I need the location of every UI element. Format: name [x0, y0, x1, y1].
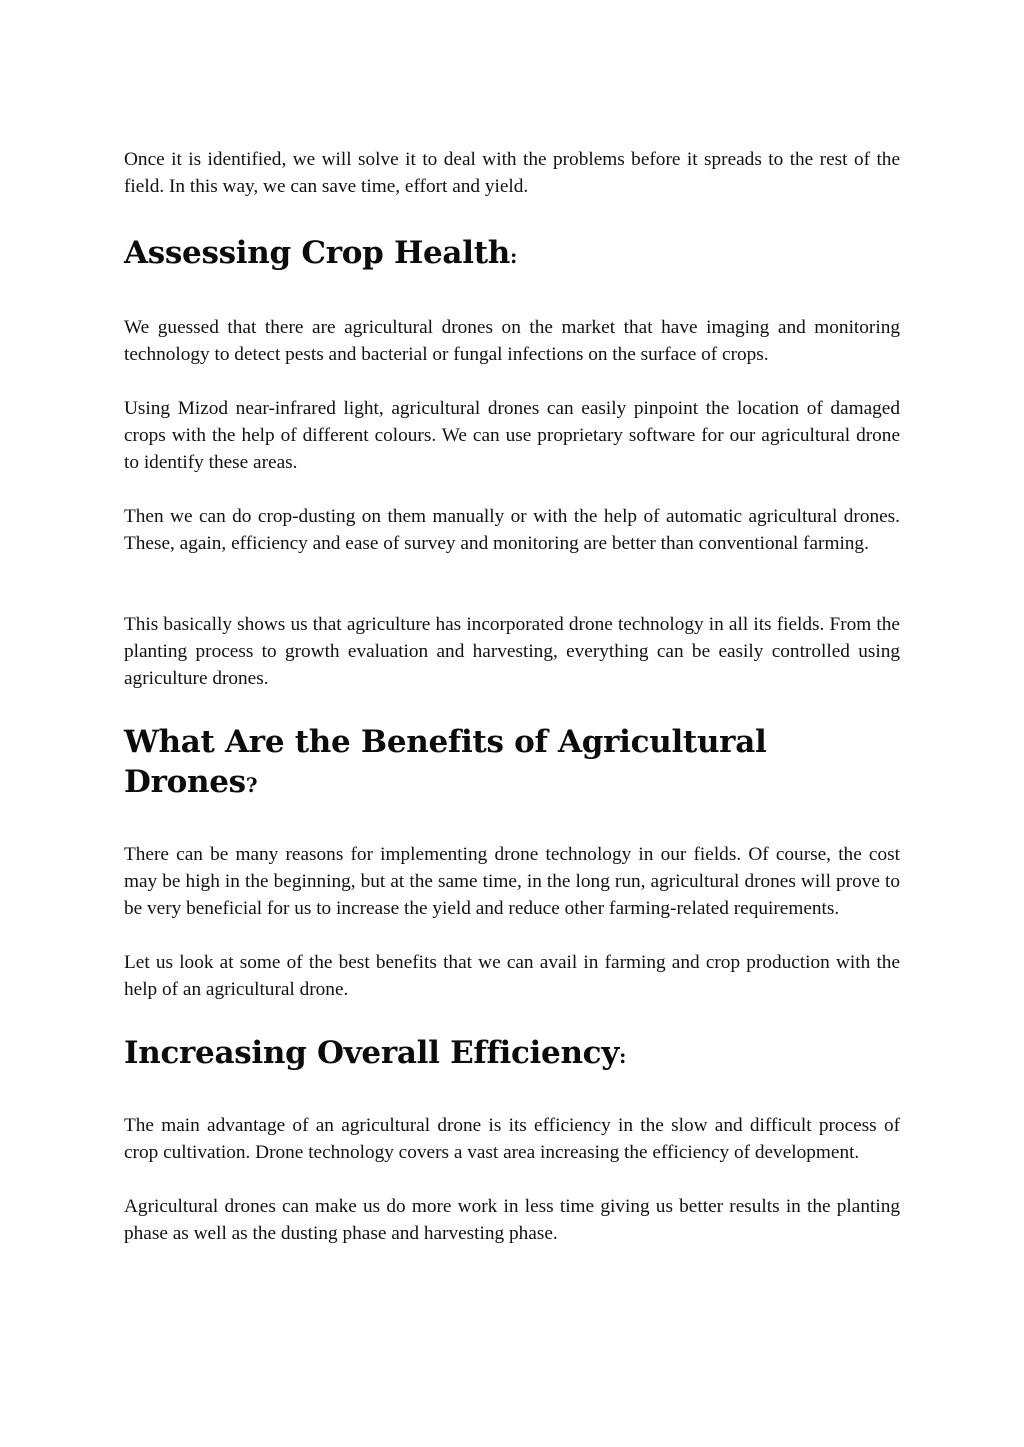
- paragraph-more-work-less-time: Agricultural drones can make us do more work in less time giving us better results in the planting phase as well as the dusting phase and harvesting phase.: [124, 1196, 900, 1244]
- heading-text: What Are the Benefits of Agricultural Drones: [124, 724, 767, 800]
- heading-punctuation: :: [509, 244, 518, 268]
- paragraph-main-advantage: The main advantage of an agricultural drone is its efficiency in the slow and difficult process of crop cultivation. Drone technology covers a vast area increasing the efficiency of development.: [124, 1115, 900, 1163]
- paragraph-best-benefits: Let us look at some of the best benefits that we can avail in farming and crop production with the help of an agricultural drone.: [124, 952, 900, 1000]
- document-page: [124, 146, 900, 1247]
- heading-assessing-crop-health: [124, 233, 900, 276]
- paragraph-drone-technology-summary: This basically shows us that agriculture has incorporated drone technology in all its fields. From the planting process to growth evaluation and harvesting, everything can be easily controlled using agriculture drones.: [124, 614, 900, 689]
- heading-increasing-efficiency: [124, 1033, 900, 1076]
- paragraph-field-problem-solving: Once it is identified, we will solve it to deal with the problems before it spreads to the rest of the field. In this way, we can save time, effort and yield.: [124, 149, 900, 197]
- heading-punctuation: ?: [245, 773, 258, 797]
- heading-punctuation: :: [618, 1044, 627, 1068]
- heading-text: Assessing Crop Health: [124, 235, 510, 271]
- paragraph-near-infrared: Using Mizod near-infrared light, agricultural drones can easily pinpoint the location of damaged crops with the help of different colours. We can use proprietary software for our agricultural drone to identify these areas.: [124, 398, 900, 473]
- heading-text: Increasing Overall Efficiency: [124, 1035, 619, 1071]
- paragraph-imaging-monitoring: We guessed that there are agricultural drones on the market that have imaging and monitoring technology to detect pests and bacterial or fungal infections on the surface of crops.: [124, 317, 900, 365]
- heading-benefits-of-drones: [124, 722, 900, 805]
- paragraph-reasons-for-drones: There can be many reasons for implementing drone technology in our fields. Of course, the cost may be high in the beginning, but at the same time, in the long run, agricultural drones will prove to be very beneficial for us to increase the yield and reduce other farming-related requirements.: [124, 844, 900, 919]
- paragraph-crop-dusting: Then we can do crop-dusting on them manually or with the help of automatic agricultural drones. These, again, efficiency and ease of survey and monitoring are better than conventional farming.: [124, 506, 900, 554]
